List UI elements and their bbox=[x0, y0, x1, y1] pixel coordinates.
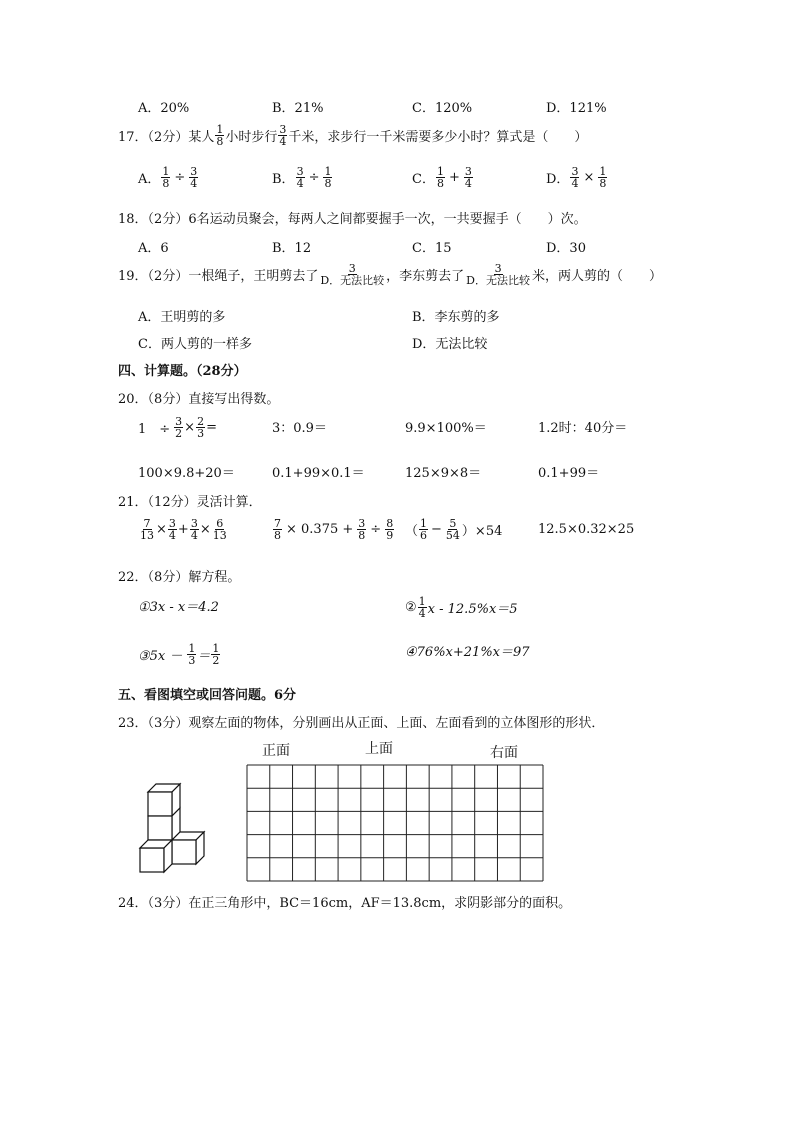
q17-option-b: B． $\frac{3}{4}$ ÷ $\frac{1}{8}$ bbox=[272, 165, 332, 190]
fraction: $\frac{3}{\text{D．无法比较}}$ bbox=[320, 262, 385, 287]
fraction: $\frac{3}{4}$ bbox=[190, 517, 198, 542]
fraction: $\frac{1}{8}$ bbox=[324, 165, 332, 190]
q18-option-d: D．30 bbox=[546, 241, 586, 256]
fraction: $\frac{1}{8}$ bbox=[216, 123, 224, 148]
drawing-grid bbox=[246, 764, 544, 882]
q16-option-d: D．121% bbox=[546, 101, 607, 116]
q21-expr-1: $\frac{7}{13}$ × $\frac{3}{4}$ + $\frac{3}{4}$ × $\frac{6}{13}$ bbox=[140, 517, 227, 542]
q22-equation-4: ④76%x+21%x＝97 bbox=[405, 645, 530, 660]
q21-expr-2: $\frac{7}{8}$ × 0.375 + $\frac{3}{8}$ ÷ $\frac{8}{9}$ bbox=[274, 517, 394, 542]
fraction: $\frac{1}{8}$ bbox=[599, 165, 607, 190]
q19-stem: 19．（2分）一根绳子，王明剪去了 $\frac{3}{\text{D．无法比较}}$ ，李东剪去了 $\frac{3}{\text{D．无法比较}}$ 米，两人剪的（ ） bbox=[118, 262, 663, 287]
label-top-view: 上面 bbox=[365, 741, 393, 757]
fraction: $\frac{3}{4}$ bbox=[296, 165, 304, 190]
fraction: $\frac{2}{3}$ bbox=[197, 415, 205, 440]
q17-stem: 17．（2分）某人 $\frac{1}{8}$ 小时步行 $\frac{3}{4}$ 千米，求步行一千米需要多少小时？算式是（ ） bbox=[118, 123, 588, 148]
q17-option-c: C． $\frac{1}{8}$ + $\frac{3}{4}$ bbox=[412, 165, 472, 190]
fraction: $\frac{1}{4}$ bbox=[418, 595, 426, 620]
q18-stem: 18．（2分）6名运动员聚会，每两人之间都要握手一次，一共要握手（ ）次。 bbox=[118, 212, 587, 227]
label-right-view: 右面 bbox=[490, 745, 518, 761]
fraction: $\frac{3}{4}$ bbox=[190, 165, 198, 190]
q16-option-a: A．20% bbox=[138, 101, 190, 116]
fraction: $\frac{1}{3}$ bbox=[188, 642, 196, 667]
q17-option-d: D． $\frac{3}{4}$ × $\frac{1}{8}$ bbox=[546, 165, 607, 190]
q18-option-b: B．12 bbox=[272, 241, 312, 256]
q24-stem: 24．（3分）在正三角形中，BC＝16cm，AF＝13.8cm，求阴影部分的面积。 bbox=[118, 896, 572, 911]
q20-expr-3: 9.9×100%＝ bbox=[405, 421, 487, 436]
fraction: $\frac{3}{4}$ bbox=[279, 123, 287, 148]
q20-stem: 20．（8分）直接写出得数。 bbox=[118, 392, 280, 407]
q22-equation-1: ①3x - x＝4.2 bbox=[138, 600, 219, 615]
q19-option-c: C．两人剪的一样多 bbox=[138, 337, 252, 352]
fraction: $\frac{1}{8}$ bbox=[436, 165, 444, 190]
section-title-figures: 五、看图填空或回答问题。6分 bbox=[118, 688, 297, 703]
fraction: $\frac{6}{13}$ bbox=[212, 517, 227, 542]
q20-expr-6: 0.1+99×0.1＝ bbox=[272, 466, 365, 481]
q19-option-a: A．王明剪的多 bbox=[138, 310, 226, 325]
label-front-view: 正面 bbox=[262, 743, 290, 759]
cube-stack-figure bbox=[134, 780, 214, 875]
fraction: $\frac{1}{2}$ bbox=[212, 642, 220, 667]
q18-option-a: A．6 bbox=[138, 241, 169, 256]
q16-option-b: B．21% bbox=[272, 101, 324, 116]
fraction: $\frac{7}{8}$ bbox=[274, 517, 281, 542]
fraction: $\frac{8}{9}$ bbox=[386, 517, 394, 542]
q22-equation-3: ③5x － $\frac{1}{3}$ ＝ $\frac{1}{2}$ bbox=[138, 642, 220, 667]
fraction: $\frac{3}{\text{D．无法比较}}$ bbox=[466, 262, 530, 287]
q19-option-b: B．李东剪的多 bbox=[412, 310, 500, 325]
q21-expr-4: 12.5×0.32×25 bbox=[538, 522, 635, 537]
q20-expr-7: 125×9×8＝ bbox=[405, 466, 482, 481]
q21-expr-3: （ $\frac{1}{6}$ − $\frac{5}{54}$ ）×54 bbox=[405, 517, 503, 542]
fraction: $\frac{3}{4}$ bbox=[168, 517, 176, 542]
fraction: $\frac{3}{4}$ bbox=[464, 165, 472, 190]
fraction: $\frac{7}{13}$ bbox=[140, 517, 154, 542]
q20-expr-4: 1.2时：40分＝ bbox=[538, 421, 628, 436]
fraction: $\frac{3}{8}$ bbox=[358, 517, 366, 542]
q22-equation-2: ② $\frac{1}{4}$ x - 12.5%x＝5 bbox=[405, 595, 518, 620]
q20-expr-5: 100×9.8+20＝ bbox=[138, 466, 235, 481]
q18-option-c: C．15 bbox=[412, 241, 452, 256]
q16-option-c: C．120% bbox=[412, 101, 473, 116]
fraction: $\frac{5}{54}$ bbox=[445, 517, 460, 542]
fraction: $\frac{3}{4}$ bbox=[571, 165, 579, 190]
q22-stem: 22．（8分）解方程。 bbox=[118, 570, 241, 585]
fraction: $\frac{1}{8}$ bbox=[162, 165, 170, 190]
fraction: $\frac{3}{2}$ bbox=[175, 415, 183, 440]
q20-expr-1: 1 ÷ $\frac{3}{2}$ × $\frac{2}{3}$ = bbox=[138, 415, 217, 440]
q20-expr-8: 0.1+99＝ bbox=[538, 466, 600, 481]
q23-stem: 23．（3分）观察左面的物体，分别画出从正面、上面、左面看到的立体图形的形状． bbox=[118, 716, 605, 731]
fraction: $\frac{1}{6}$ bbox=[420, 517, 428, 542]
section-title-calculation: 四、计算题。（28分） bbox=[118, 364, 247, 379]
q20-expr-2: 3：0.9＝ bbox=[272, 421, 327, 436]
q19-option-d: D．无法比较 bbox=[412, 337, 488, 352]
q17-option-a: A． $\frac{1}{8}$ ÷ $\frac{3}{4}$ bbox=[138, 165, 198, 190]
q21-stem: 21．（12分）灵活计算． bbox=[118, 495, 262, 510]
